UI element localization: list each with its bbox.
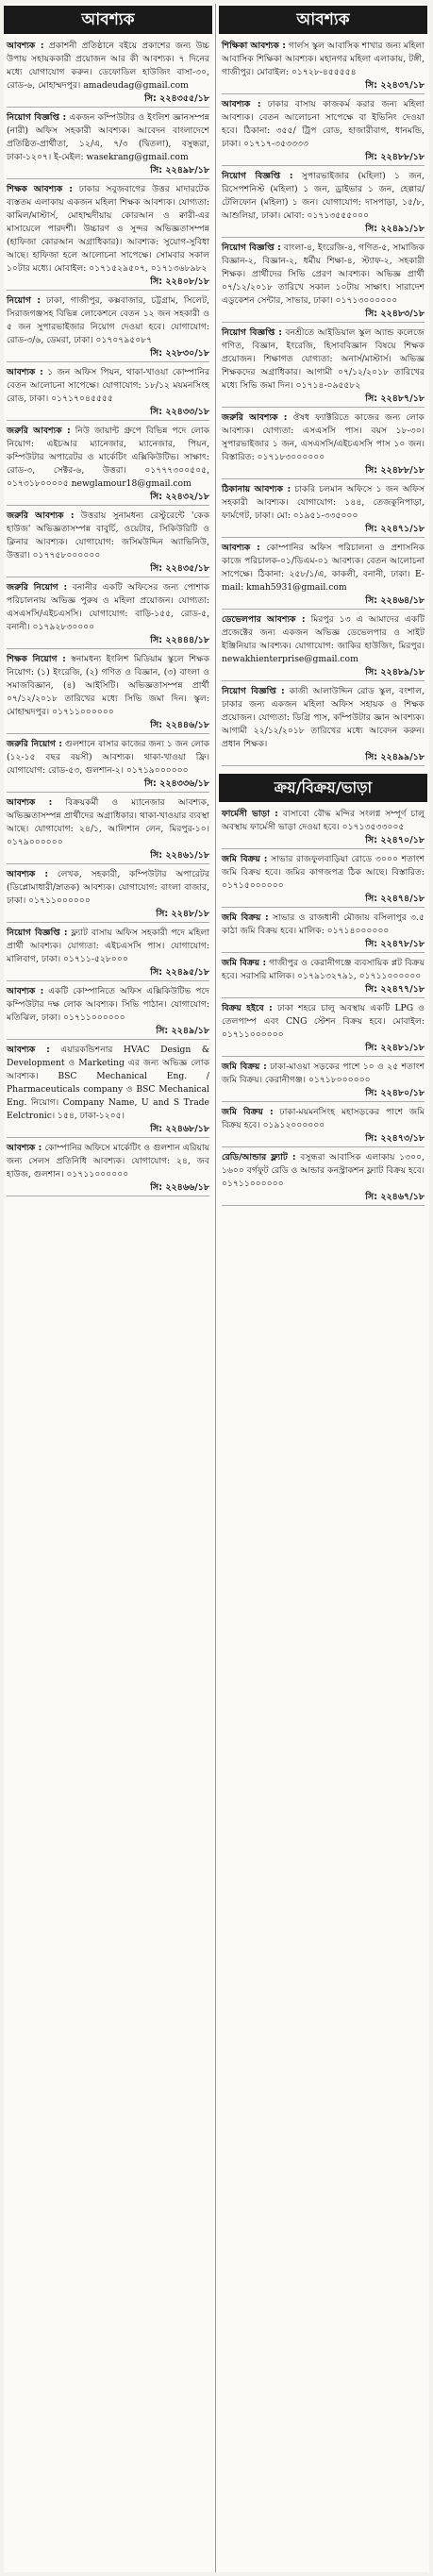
ad-text: ঢাকার বাসায় কাজকর্ম করার জন্য মহিলা আবশ্যক। বেতন আলোচনা সাপেক্ষে বা ইভিনিং দেওয়া হবে। ঠিকানা: ৩৫৫/ ট্রিপ রোড, হাজারীবাগ, ধানমন্ডি, ঢাকা। ০১৭১৭-৩৫৩৩৩৩ (222, 99, 425, 149)
ad-keyword: জমি বিক্রয় : (222, 912, 269, 923)
classified-ad (219, 1149, 427, 1206)
ad-code: সি: ২২৪৮৯/১৮ (222, 666, 425, 681)
ad-keyword: নিয়োগ বিজ্ঞপ্তি : (7, 112, 67, 123)
ad-text: এয়ারকন্ডিশনার HVAC Design & Development ও Marketing এর জন্য অভিজ্ঞ লোক আবশ্যক। BSC Mechanical Eng. / Pharmaceuticals company ও BSC Mechanical Eng. নিয়োগ। Company Name, U and S Trade Eelctronic। ১৫৪, ঢাকা-১২০৫। (7, 1045, 209, 1121)
ad-code: সি: ২২৪০৮/১৮ (7, 276, 209, 291)
classified-ad (219, 910, 427, 953)
classified-ad (219, 481, 427, 538)
classified-ad (219, 851, 427, 908)
classified-ad (4, 293, 212, 362)
classified-ad (4, 364, 212, 421)
ad-code: সি: ২২৪৬৪/১৮ (222, 594, 425, 610)
ad-keyword: নিয়োগ বিজ্ঞপ্তি : (222, 686, 285, 696)
ad-keyword: আবশ্যক : (222, 99, 261, 109)
ad-code: সি: ২২৪৪৬/১৮ (7, 719, 209, 734)
ad-code: সি: ২২৪৩৩/১৮ (7, 406, 209, 421)
ad-text: সাভার ও রাজধানী মৌজায় বসিলাপুর ৩.৫ কাঠা জমি বিক্রয় হবে। মালিক: ০১৭১৪০০০০০০ (222, 912, 425, 936)
ad-text: বাংলা-৪, ইংরেজি-৪, গণিত-৫, সামাজিক বিজ্ঞান-২, বিজ্ঞান-২, ধর্মীয় শিক্ষা-৪, স্ট্যাফ-২, সহকারী শিক্ষক। প্রার্থীদের সিভি প্রেরণ আবশ্যক। অভিজ্ঞ প্রার্থী ০৭/১২/২০১৮ তারিখে সকাল ১০টায় সাক্ষাৎ। সারাদেশ এডুকেশন সেন্টার, সাভার, ঢাকা। ০১৭১৩০০০০০০ (222, 243, 425, 306)
ad-keyword: জরুরি আবশ্যক : (222, 412, 288, 423)
ad-text: ঢাকা-ময়মনসিংহ মহাসড়কের পাশে জমি বিক্রয় হবে। ০১৯১২০০০০০০ (222, 1107, 425, 1130)
ad-keyword: জমি বিক্রয় : (222, 1107, 274, 1117)
right-column-header: আবশ্যক (219, 6, 427, 34)
classified-ad (219, 96, 427, 166)
ad-code: সি: ২২৪৮৮/১৮ (222, 464, 425, 479)
ad-text: মিরপুর ১৩ এ আমাদের একটি প্রজেক্টের জন্য একজন অভিজ্ঞ ডেভেলপার ও সাইট ইঞ্জিনিয়ার আবশ্যক। যোগাযোগ: জাকির হাউজিং, মিরপুর। newakhienterprise@gmail.com (222, 614, 425, 664)
ad-code: সি: ২২৪৮৭/১৮ (222, 393, 425, 408)
ad-keyword: আবশ্যক : (7, 1045, 50, 1055)
ad-text: বনশ্রীতে আইডিয়াল স্কুল অ্যান্ড কলেজে গণিত, বিজ্ঞান, ইংরেজি, হিসাববিজ্ঞান বিষয়ে শিক্ষক প্রয়োজন। শিক্ষাগত যোগ্যতা: অনার্স/মাস্টার্স। অভিজ্ঞ শিক্ষকদের অগ্রাধিকার। আগামী ০৭/১২/২০১৮ তারিখের মধ্যে সিভি জমা দিন। ০১৭১৪-০৯৫৫৮২ (222, 327, 425, 391)
ad-text: ফ্ল্যাট বাসায় অফিস সহকারী পদে মহিলা প্রার্থী আবশ্যক। যোগ্যতা: এইচএসসি পাস। যোগাযোগ: মালিবাগ, ঢাকা। ০১৭১১-৫২৮০০০ (7, 928, 209, 964)
ad-keyword: জমি বিক্রয় : (222, 958, 267, 968)
ad-code: সি: ২২৪৯১/১৮ (222, 223, 425, 238)
ad-code: সি: ২২৪৯৮/১৮ (7, 164, 209, 179)
ad-code: সি: ২২৪৭১/১৮ (222, 523, 425, 538)
ad-keyword: ঠিকানায় আবশ্যক : (222, 484, 291, 494)
ad-code: সি: ২২৪৪৪/১৮ (7, 634, 209, 649)
classified-ad (4, 423, 212, 506)
ad-keyword: শিক্ষিকা আবশ্যক : (222, 41, 286, 51)
ad-keyword: নিয়োগ বিজ্ঞপ্তি : (222, 171, 293, 181)
classified-ad (4, 1042, 212, 1138)
buy-sell-rent-header: ক্রয়/বিক্রয়/ভাড়া (219, 774, 427, 802)
ad-keyword: জমি বিক্রয় : (222, 1062, 267, 1072)
ad-code: সি: ২২৮৩০/১৮ (7, 347, 209, 362)
ad-text: একটি কোম্পানিতে অফিস এক্সিকিউটিভ পদে কম্পিউটার দক্ষ লোক আবশ্যক। সিভি পাঠান। যোগাযোগ: মতিঝিল, ঢাকা। ০১৭১১০০০০০০ (7, 986, 209, 1023)
ad-text: নিউ জায়ান্ট গ্রুপে বিভিন্ন পদে লোক নিয়োগ: এইচআর ম্যানেজার, ম্যানেজার, পিয়ন, কম্পিউটার অপারেটর ও মার্কেটিং এক্সিকিউটিভ। সাক্ষাৎ: রোড-৩, সেক্টর-৬, উত্তরা। ০১৭৭৭৩০০৫০৫, ০১৭৩১৮০০০০৫ newglamour18@gmail.com (7, 426, 209, 489)
ad-text: বসুন্ধরা আবাসিক এলাকায় ১৩০০, ১৬০০ বর্গফুট রেডি ও আন্ডার কনস্ট্রাকশন ফ্ল্যাট বিক্রয় হবে। ০১৭১১০০০০০০ (222, 1152, 425, 1189)
left-column-header: আবশ্যক (4, 6, 212, 34)
ad-text: ঢাকা শহরে চালু অবস্থায় একটি LPG ও তেলপাম্প এবং CNG স্টেশন বিক্রয় হবে। মোবাইল: ০১৭১১০০০০০০ (222, 1003, 425, 1040)
ad-text: বনানীর একটি অফিসের জন্য পোশাক পরিচালনায় অভিজ্ঞ পুরুষ ও মহিলা প্রয়োজন। যোগ্যতা: এসএসসি/এইচএসসি। যোগাযোগ: বাড়ি-১৫৫, রোড-৫, বনানী। ০১৭৯২৮৩০০০০ (7, 582, 209, 632)
classified-ad (4, 508, 212, 577)
ad-keyword: বিক্রয় হইবে : (222, 1003, 273, 1013)
classified-ad (219, 806, 427, 849)
column-divider (215, 4, 216, 2572)
ad-text: ঔষধ ফ্যাক্টরিতে কাজের জন্য লোক আবশ্যক। যোগ্যতা: এসএসসি পাস। বয়স ১৮-৩০। সুপারভাইজার ১ জন, এসএসসি/এইচএসসি পাস ১০ জন। বিস্তারিত: ০১৭১৮৩০০০০০০ (222, 412, 425, 462)
ad-code: সি: ২২৪৬১/১৮ (7, 849, 209, 864)
classified-ad (4, 925, 212, 981)
ad-code: সি: ২২৪৮৩/১৮ (222, 308, 425, 323)
ad-code: সি: ২২৪৯৯/১৮ (222, 751, 425, 766)
ad-text: ঢাকার সবুজবাগের উত্তর মাদারটেক ব্যস্ততম এলাকায় একজন মহিলা শিক্ষক আবশ্যক। যোগ্যতা: কামিল/মাস্টার্স, মোহাম্মদীয়ায় কোরআন ও ক্বারী-এর মাসায়েলে পারদর্শী। উচ্চারণ ও সুন্দর অভিজ্ঞতাসম্পন্ন (হাফিজা কোরআন অগ্রাধিকার)। আবশ্যক: সুযোগ-সুবিধা আছে। হাফিজা হলে আলোচনা সাপেক্ষে। সোমবার সকাল ১০টার মধ্যে। মোবাইল: ০১৭১৫২৯৫০৭, ০১৭১৩৬৮৯৮২ (7, 184, 210, 274)
ad-code: সি: ২২৪৩৫৫/১৮ (7, 92, 209, 108)
classified-ad (4, 109, 212, 179)
ad-keyword: আবশ্যক : (7, 986, 44, 996)
ad-code: সি: ২২৪৮০/১৮ (222, 1087, 425, 1102)
ad-keyword: শিক্ষক আবশ্যক : (7, 184, 73, 194)
ad-keyword: জরুরি আবশ্যক : (7, 510, 75, 521)
ad-text: স্বনামধন্য ইংলিশ মিডিয়াম স্কুলে শিক্ষক নিয়োগ: (১) ইংরেজি, (২) গণিত ও বিজ্ঞান, (৩) বাংলা ও সমাজবিজ্ঞান, (৪) আইসিটি। অভিজ্ঞতাসম্পন্ন প্রার্থী ০৭/১২/২০১৮ তারিখের মধ্যে সিভি জমা দিন। স্কুল: মোহাম্মদপুর। ০১৭১১০০০০০০ (7, 654, 210, 717)
classified-ad (4, 651, 212, 734)
ad-text: চাকরি চলমান অফিসে ১ জন অফিস সহকারী আবশ্যক। যোগাযোগ: ১৪৪, তেজকুনিপাড়া, ফার্মগেট, ঢাকা। মো: ০১৯৫১-৩৩৫০০০ (222, 484, 425, 521)
classified-ad (4, 983, 212, 1040)
classified-ad (4, 579, 212, 649)
ad-code: সি: ২২৪৭৮/১৮ (222, 938, 425, 953)
classified-ad (219, 540, 427, 610)
classified-ad (219, 240, 427, 323)
classified-ad (219, 955, 427, 998)
ad-text: ১ জন অফিস পিয়ন, থাকা-খাওয়া কোম্পানির বেতন আলোচনা সাপেক্ষে। যোগাযোগ: ১৮/১২ ময়মনসিংহ রোড, ঢাকা। ০১৭১৭০৪৫৫৫৫ (7, 367, 210, 404)
ad-text: ঢাকা, গাজীপুর, কক্সবাজার, চট্টগ্রাম, সিলেট, সিরাজগঞ্জসহ বিভিন্ন লোকেশনে বেতন ১২ জন সহকারী ও ৫ জন সুপারভাইজার নিয়োগ দেওয়া হবে। যোগাযোগ: রোড-৩/৬, ডেমরা, ঢাকা। ০১৭০৭৯৫০৮৭ (7, 295, 209, 345)
left-column (4, 4, 212, 1198)
newspaper-page (4, 4, 429, 2572)
classified-ad (219, 38, 427, 94)
ad-text: গুলশানে বাসার কাজের জন্য ১ জন লোক (১২-১৫ বছর বয়সী) আবশ্যক। থাকা-খাওয়া ফ্রি। যোগাযোগ: রোড-৫৩, গুলশান-২। ০১৭১৯০০০০০০ (7, 739, 209, 776)
ad-text: একজন কম্পিউটার ও ইংলিশ জ্ঞানসম্পন্ন (নারী) অফিস সহকারী আবশ্যক। আবেদন বাংলাদেশে প্রতিষ্ঠিত-প্রার্থীতা, ১২/এ, ৭/৩ (দ্বিতলা), বসুন্ধরা, ঢাকা-১২০৭। ই-মেইল: wasekrang@gmail.com (7, 112, 209, 162)
ad-code: সি: ২২৪৮৮/১৮ (222, 151, 425, 166)
ad-keyword: ফার্মেসী ভাড়া : (222, 809, 278, 819)
classified-ad (219, 1104, 427, 1147)
classified-ad (4, 795, 212, 864)
classified-ad (4, 866, 212, 923)
left-ads-list (4, 38, 212, 1196)
ad-keyword: আবশ্যক : (7, 41, 44, 51)
ad-code: সি: ২২৪৭৩/১৮ (222, 1132, 425, 1147)
ad-keyword: রেডি/আন্ডার ফ্ল্যাট : (222, 1152, 296, 1163)
ad-text: গার্লস স্কুল আবাসিক শাখার জন্য মহিলা আবাসিক শিক্ষিকা আবশ্যক। মহানগর মহিলা এলাকায়, টঙ্গী, গাজীপুর। মোবাইল: ০১৭২৮-৪৫৫৫৫৪ (222, 41, 425, 77)
ad-keyword: ডেভেলপার আবশ্যক : (222, 614, 306, 625)
ad-code: সি: ২২৪৩৫/১৮ (7, 562, 209, 577)
classified-ad (219, 683, 427, 766)
right-column (219, 4, 427, 1208)
ad-code: সি: ২২৪৯/১৮ (7, 1025, 209, 1040)
ad-keyword: আবশ্যক : (7, 869, 49, 879)
ad-keyword: আবশ্যক : (7, 797, 53, 808)
classified-ad (219, 1059, 427, 1102)
ad-code: সি: ২২৪৮১/১৮ (222, 1042, 425, 1057)
ad-code: সি: ২২৪৬৭/১৮ (222, 1191, 425, 1206)
ad-keyword: নিয়োগ বিজ্ঞপ্তি : (7, 928, 68, 938)
ad-code: সি: ২২৪৩৩৬/১৮ (7, 778, 209, 793)
ad-text: লেখক, সহকারী, কম্পিউটার অপারেটর (ডিপ্লোমাধারী/স্নাতক) আবশ্যক। যোগাযোগ: বাংলা বাজার, ঢাকা। ০১৭১১০০০০০০ (7, 869, 209, 906)
ad-code: সি: ২২৪৬৮/১৮ (7, 1123, 209, 1138)
classified-ad (219, 168, 427, 238)
ad-keyword: জরুরি নিয়োগ : (7, 582, 68, 593)
ad-keyword: নিয়োগ বিজ্ঞপ্তি : (222, 243, 281, 253)
ad-code: সি: ২২৪৭৭/১৮ (222, 983, 425, 998)
classified-ad (4, 1140, 212, 1196)
ad-text: উত্তরায় সুনামধন্য রেস্টুরেন্টে 'কেক হাউজ' অভিজ্ঞতাসম্পন্ন বাবুর্চি, ওয়েটার, সিকিউরিটি ও ক্লিনার আবশ্যক। যোগাযোগ: জসিমউদ্দিন অ্যাভিনিউ, উত্তরা। ০১৭৭৫৮০০০০০০ (7, 510, 209, 560)
ad-code: সি: ২২৪৩৭/১৮ (222, 79, 425, 94)
ad-text: প্রকাশনী প্রতিষ্ঠানে বইয়ে প্রকাশের জন্য উচ্চ উপায় সহায়ককারী প্রয়োজন আর কী আবশ্যক। ৭ দিনের মধ্যে যোগাযোগ করুন। ডেফোডিল হাউজিং বাসা-৩০, রোড-৬, মোহাম্মদপুর। amadeudag@gmail.com (7, 41, 209, 91)
right-ads-list (219, 38, 427, 766)
ad-text: বিক্রয়কর্মী ও ম্যানেজার আবশ্যক, অভিজ্ঞতাসম্পন্ন প্রার্থীদের অগ্রাধিকার। থাকা-খাওয়ার ব্যবস্থা আছে। যোগাযোগ: ২৪/১, আলিশান লেন, মিরপুর-১০। ০১৭৯০০০০০০ (7, 797, 210, 847)
ad-code: সি: ২২৪৯৫/১৮ (7, 966, 209, 981)
classified-ad (4, 38, 212, 108)
classified-ad (219, 1000, 427, 1057)
ad-keyword: নিয়োগ : (7, 295, 41, 306)
ad-keyword: জরুরি আবশ্যক : (7, 426, 71, 436)
classified-ad (219, 325, 427, 408)
classified-ad (219, 611, 427, 681)
ad-code: সি: ২২৪৭০/১৮ (222, 834, 425, 849)
ad-text: কাজী আলাউদ্দিন রোড স্কুল, বংশাল, ঢাকার জন্য একজন মহিলা অফিস সহায়ক ও শিক্ষক প্রয়োজন। যোগ্যতা: ডিগ্রি পাস, কম্পিউটার জ্ঞান আবশ্যক। আগামী ২২/১২/২০১৮ তারিখের মধ্যে আবেদন করুন। প্রধান শিক্ষক। (222, 686, 425, 749)
classified-ad (4, 736, 212, 793)
ad-code: সি: ২২৪৬৬/১৮ (7, 1181, 209, 1196)
buy-sell-ads-list (219, 806, 427, 1206)
ad-keyword: জমি বিক্রয় : (222, 854, 268, 864)
ad-keyword: আবশ্যক : (222, 543, 260, 553)
ad-keyword: নিয়োগ বিজ্ঞপ্তি : (222, 327, 282, 338)
ad-code: সি: ২২৪৩২/১৮ (7, 491, 209, 506)
ad-text: কোম্পানির অফিস পরিচালনা ও প্রশাসনিক কাজে পরিচালক-০১/ডিএম-০১ আবশ্যক। বেতন আলোচনা সাপেক্ষে। ঠিকানা: ২৫৮/১/এ, কাকলী, বনানী, ঢাকা। E-mail: kmah5931@gmail.com (222, 543, 425, 593)
ad-text: গাজীপুর ও কেরানীগঞ্জে ব্যবসায়িক প্লট বিক্রয় হবে। সরাসরি মালিক। ০১৭৯১৩২৭৯১, ০১৭১১০০০০০০ (222, 958, 425, 981)
ad-code: সি: ২২৪৮/১৮ (7, 908, 209, 923)
ad-keyword: শিক্ষক নিয়োগ : (7, 654, 66, 664)
classified-ad (219, 410, 427, 479)
ad-text: বাসাবো বৌদ্ধ মন্দির সংলগ্ন সম্পূর্ণ চালু অবস্থায় ফার্মেসী ভাড়া দেওয়া হবে। ০১৭১৩৫৩৩০০৫ (222, 809, 425, 832)
ad-text: কোম্পানির অফিসে মার্কেটিং ও গুলশান এরিয়ায় জন্য সেলস প্রতিনিধি আবশ্যক। যোগাযোগ: ২৪, জব হাউজ, গুলশান। ০১৭১১০০০০০০ (7, 1143, 210, 1179)
ad-keyword: আবশ্যক : (7, 1143, 42, 1153)
classified-ad (4, 181, 212, 291)
ad-text: ঢাকা-মাওয়া সড়কের পাশে ১০ ও ২৫ শতাংশ জমি বিক্রয়। কেরানীগঞ্জ। ০১৭১৮০০০০০০ (222, 1062, 425, 1085)
ad-code: সি: ২২৪৭৪/১৮ (222, 893, 425, 908)
ad-text: সাভার রাজফুলবাড়িয়া রোডে ৩০০০ শতাংশ জমি বিক্রয় হবে। জমির কাগজপত্র ঠিক আছে। বিস্তারিত: ০১৭১৫০০০০০০ (222, 854, 425, 891)
ad-keyword: আবশ্যক : (7, 367, 43, 377)
ad-keyword: জরুরি নিয়োগ : (7, 739, 62, 749)
ad-text: সুপারভাইজার (মহিলা) ১ জন, রিসেপশনিস্ট (মহিলা) ১ জন, ড্রাইভার ১ জন, হেল্পার/টেলিফোন (মহিলা) ১ জন। যোগাযোগ: দাসপাড়া, ১৫/৮, আশুলিয়া, ঢাকা। মোবা: ০১৭১৩৫৫৫০০০ (222, 171, 425, 221)
